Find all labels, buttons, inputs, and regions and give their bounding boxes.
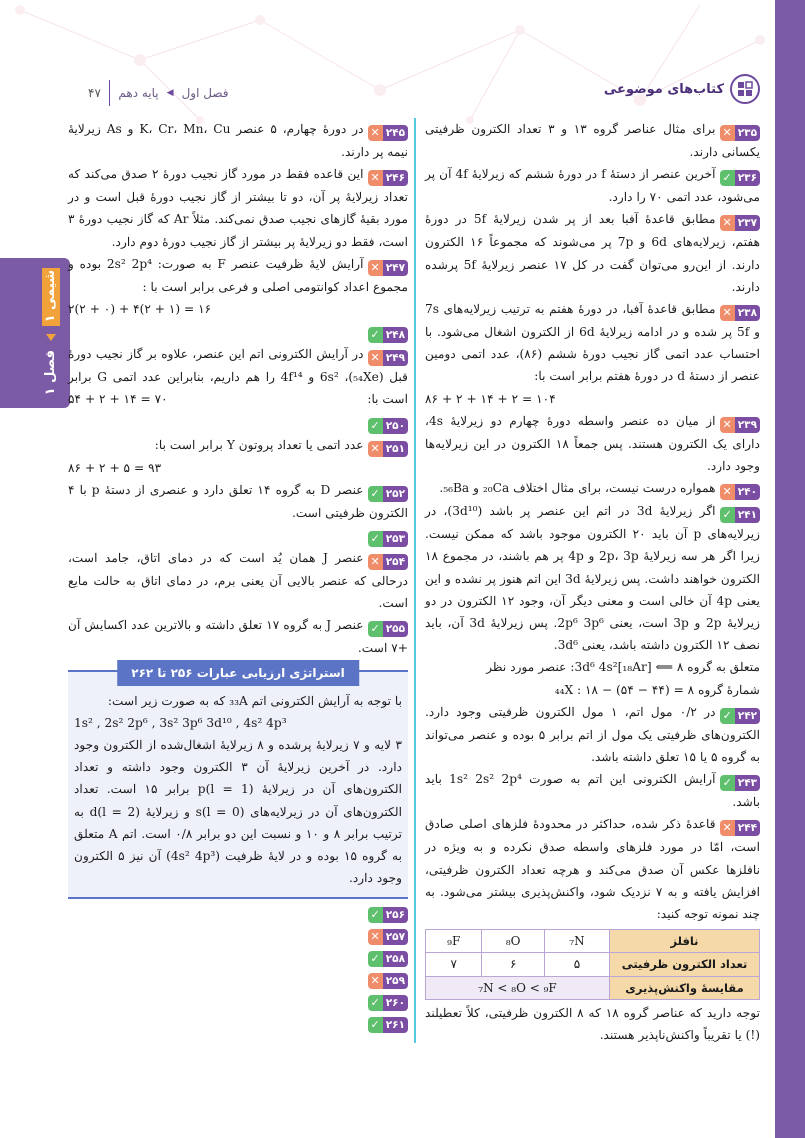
table-header-cell: ₇N [544,930,609,953]
subject-label: شیمی ۱ [43,270,58,323]
header-divider [109,80,111,106]
answer-badge [720,708,760,724]
table-cell: ۶ [482,953,544,976]
question-number: ۲۵۰ [383,418,408,434]
breadcrumb-arrow-icon: ◀ [166,88,174,98]
answer-badge [368,907,408,923]
answer-item [425,813,760,925]
question-number: ۲۵۷ [383,929,408,945]
cross-icon: ✕ [720,417,735,433]
check-icon: ✓ [720,507,735,523]
answer-badge [368,125,408,141]
nonmetal-comparison-table [425,929,760,1000]
table-cell: ۵ [544,953,609,976]
question-number: ۲۴۲ [735,708,760,724]
page-number: ۴۷ [88,86,101,100]
cross-icon: ✕ [368,929,383,945]
cross-icon: ✕ [720,125,735,141]
table-header-cell: نافلز [610,930,760,953]
question-number: ۲۳۹ [735,417,760,433]
answer-text: از میان ده عنصر واسطه دورهٔ چهارم دو زیرلایهٔ 4s، دارای یک الکترون هستند. پس جمعاً ۱۸ الکترون در این زیرلایه‌ها وجود دارد. [425,413,760,474]
question-number: ۲۳۶ [735,170,760,186]
table-cell: ₇N < ₈O < ₉F [426,976,610,999]
answer-text: در ۰/۲ مول اتم، ۱ مول الکترون ظرفیتی وجود دارد. الکترون‌های ظرفیتی یک مول از اتم برابر ۵ بوده و عنصر می‌تواند به گروه ۵ یا ۱۵ تعلق داشته باشد. [425,704,761,765]
question-number: ۲۵۸ [383,951,408,967]
table-row [426,953,760,976]
equation-line: متعلق به گروه ۸ ⟸ [₁₈Ar]3d⁶ 4s²: عنصر مورد نظر [486,660,760,675]
question-number: ۲۵۶ [383,907,408,923]
question-number: ۲۶۰ [383,995,408,1011]
answer-item [425,768,760,813]
answer-item [425,410,760,477]
table-header-row [426,930,760,953]
question-number: ۲۵۵ [383,621,408,637]
check-icon: ✓ [368,418,383,434]
answer-badge [368,441,408,457]
answer-text: برای مثال عناصر گروه ۱۳ و ۳ تعداد الکترون ظرفیتی یکسانی دارند. [425,122,760,159]
question-number: ۲۵۹ [383,973,408,989]
question-number: ۲۴۷ [383,260,408,276]
answer-badge [720,507,760,523]
answer-badge [368,973,408,989]
answer-item [425,477,760,500]
equation: ۸۶ + ۲ + ۵ = ۹۳ [68,460,162,475]
answer-item [425,163,760,208]
answer-text: این قاعده فقط در مورد گاز نجیب دورهٔ ۲ صدق می‌کند که تعداد زیرلایهٔ پر آن، دو تا بیشتر از گاز نجیب دورهٔ قبل است و در مورد بقیهٔ گازهای نجیب صدق نمی‌کند. مثلاً Ar که گاز نجیب دورهٔ ۳ است، فقط دو زیرلایهٔ پر بیشتر از گاز نجیب دورهٔ دوم دارد. [68,167,408,249]
strategy-title: استراتژی ارزیابی عبارات ۲۵۶ تا ۲۶۲ [117,660,359,686]
cross-icon: ✕ [368,350,383,366]
answer-badge [368,951,408,967]
question-number: ۲۴۴ [735,820,760,836]
table-cell: ۷ [426,953,482,976]
cross-icon: ✕ [720,484,735,500]
cross-icon: ✕ [368,554,383,570]
equation-line: شمارهٔ گروه ₄₄X : ۱۸ − (۵۴ − ۴۴) = ۸ [554,682,760,697]
strategy-intro: با توجه به آرایش الکترونی اتم ₃₃A که به صورت زیر است: [107,693,402,708]
check-icon: ✓ [368,486,383,502]
table-header-cell: ₈O [482,930,544,953]
cross-icon: ✕ [368,260,383,276]
answer-item [425,208,760,298]
book-grid-icon [730,74,760,104]
answers-column-right [425,118,760,1046]
answer-item [425,298,760,410]
answer-text: عنصر J به گروه ۱۷ تعلق داشته و بالاترین عدد اکسایش آن +۷ است. [68,618,408,656]
answer-badge [368,260,408,276]
question-number: ۲۴۹ [383,350,408,366]
equation: ۸۶ + ۲ + ۱۴ + ۲ = ۱۰۴ [425,391,556,406]
answer-badge [368,418,408,434]
cross-icon: ✕ [368,441,383,457]
answer-item [68,479,408,524]
answer-badge [368,621,408,637]
answer-badge [368,486,408,502]
answer-item [425,701,760,768]
answer-item [68,320,408,343]
table-cell: مقایسهٔ واکنش‌پذیری [610,976,760,999]
question-number: ۲۴۵ [383,125,408,141]
question-number: ۲۵۲ [383,486,408,502]
molecule-network-background [0,0,775,130]
page-header [70,70,760,110]
answer-badge [720,820,760,836]
question-number: ۲۴۰ [735,484,760,500]
question-number: ۲۵۳ [383,531,408,547]
answer-text: در دورهٔ چهارم، ۵ عنصر K، Cr، Mn، Cu و As زیرلایهٔ نیمه پر دارند. [68,122,408,159]
answer-item [68,253,408,320]
check-icon: ✓ [368,951,383,967]
question-number: ۲۶۱ [383,1017,408,1033]
answer-item [68,547,408,614]
answer-item [425,118,760,163]
answer-item [425,500,760,701]
check-icon: ✓ [368,531,383,547]
question-number: ۲۳۸ [735,305,760,321]
check-icon: ✓ [720,708,735,724]
answer-text: اگر زیرلایهٔ 3d در اتم این عنصر پر باشد (3d¹⁰)، در زیرلایه‌های p آن باید ۲۰ الکترون موجود باشد که ممکن نیست. زیرا اگر هر سه زیرلایهٔ 2p، 3p و 4p پر هم باشند، در مجموع ۱۸ الکترون خواهند داشت. پس زیرلایهٔ 3d این اتم هنوز پر نشده و این یعنی 4p آن خالی است و معنی دیگر آن، وجود ۱۲ الکترون در دو زیرلایهٔ 2p و 3p است، یعنی 2p⁶ 3p⁶. پس زیرلایهٔ 3d آن، باید نصف ۱۲ الکترون داشته باشد، یعنی 3d⁶. [425,504,761,653]
answer-item [68,434,408,479]
check-icon: ✓ [720,170,735,186]
answer-text: آرایش الکترونی این اتم به صورت 1s² 2s² 2p⁴ باید باشد. [425,772,760,810]
answer-text: آخرین عنصر از دستهٔ f در دورهٔ ششم که زیرلایهٔ 4f آن پر می‌شود، عدد اتمی ۷۰ را دارد. [425,167,760,205]
answer-text: مطابق قاعدهٔ آفبا، در دورهٔ هفتم به ترتیب زیرلایه‌های 7s و 5f پر شده و در ادامه زیرلایهٔ 6d از الکترون اشغال می‌شود. با احتساب عدد اتمی گاز نجیب دورهٔ ششم (۸۶)، عدد اتمی دومین عنصر از دستهٔ d در دورهٔ هفتم برابر است با: [425,302,760,384]
table-header-cell: ₉F [426,930,482,953]
answer-text: قاعدهٔ ذکر شده، حداکثر در محدودهٔ فلزهای اصلی صادق است، امّا در مورد فلزهای واسطه صدق نکرده و به ویژه در نافلزها عکس آن صدق می‌کند و هرچه تعداد الکترون ظرفیتی، افزایش یافته و به ۷ نزدیک شود، واکنش‌پذیری بیشتر می‌شود. به چند نمونه توجه کنید: [425,817,760,922]
breadcrumb-grade[interactable]: پایه دهم [118,86,159,100]
table-row [426,976,760,999]
answer-text: مطابق قاعدهٔ آفبا بعد از پر شدن زیرلایهٔ 5f در دورهٔ هفتم، زیرلایه‌های 6d و 7p پر می‌شوند که مجموعاً ۱۶ الکترون دارند. از این‌رو می‌توان گفت در کل ۱۷ عنصر زیرلایهٔ 5f پرشده دارند. [425,212,760,294]
check-icon: ✓ [720,775,735,791]
answer-badge [368,995,408,1011]
answer-item [68,614,408,659]
chapter-label: فصل ۱ [43,350,58,396]
answer-item [68,411,408,434]
answer-badge [368,327,408,343]
cross-icon: ✕ [720,305,735,321]
cross-icon: ✕ [720,820,735,836]
answer-badge [720,215,760,231]
question-number: ۲۳۵ [735,125,760,141]
question-number: ۲۳۷ [735,215,760,231]
question-number: ۲۴۸ [383,327,408,343]
check-icon: ✓ [368,327,383,343]
answer-badge [720,775,760,791]
check-icon: ✓ [368,995,383,1011]
answer-badge [368,531,408,547]
answer-badges [68,907,408,1033]
equation: ۲(۲ + ۰) + ۴(۲ + ۱) = ۱۶ [68,302,212,317]
question-number: ۲۴۶ [383,170,408,186]
cross-icon: ✕ [720,215,735,231]
answer-badge [720,170,760,186]
answer-text: عدد اتمی یا تعداد پروتون Y برابر است با: [154,437,364,452]
table-cell: تعداد الکترون ظرفیتی [610,953,760,976]
answer-badge [720,305,760,321]
breadcrumb [88,80,228,106]
answer-text: همواره درست نیست، برای مثال اختلاف ₂₀Ca و ₅₆Ba. [439,481,716,496]
brand [604,74,760,104]
answer-badge [368,929,408,945]
answer-text: عنصر D به گروه ۱۴ تعلق دارد و عنصری از دستهٔ p با ۴ الکترون ظرفیتی است. [68,482,408,520]
cross-icon: ✕ [368,973,383,989]
equation: ۵۴ + ۲ + ۱۴ = ۷۰ [68,392,168,407]
answer-item [68,163,408,253]
electron-configuration: 1s² , 2s² 2p⁶ , 3s² 3p⁶ 3d¹⁰ , 4s² 4p³ [74,715,287,730]
check-icon: ✓ [368,907,383,923]
strategy-box [68,665,408,900]
cross-icon: ✕ [368,125,383,141]
chapter-side-tab[interactable] [0,258,70,408]
footnote: توجه دارید که عناصر گروه ۱۸ که ۸ الکترون ظرفیتی، کلاً تعطیلند (!) یا تقریباً واکنش‌ناپذیر هستند. [425,1005,760,1043]
answer-badge [720,125,760,141]
strategy-body: ۳ لایه و ۷ زیرلایهٔ پرشده و ۸ زیرلایهٔ اشغال‌شده از الکترون وجود دارد. در آخرین زیرلایهٔ آن ۳ الکترون وجود داشته و تعداد الکترون‌های آن در زیرلایهٔ p(l = 1) برابر ۱۵ است. تعداد الکترون‌های آن در زیرلایه‌های s(l = 0) و زیرلایهٔ d(l = 2) به ترتیب برابر ۸ و ۱۰ و نسبت این دو برابر ۰/۸ است. اتم A متعلق به گروه ۱۵ بوده و در لایهٔ ظرفیت (4s² 4p³) آن نیز ۵ الکترون وجود دارد. [74,738,403,886]
right-edge-bar [775,0,805,1138]
answer-badge [368,554,408,570]
answer-text: در آرایش الکترونی اتم این عنصر، علاوه بر گاز نجیب دورهٔ قبل (₅₄Xe)، 6s² و 4f¹⁴ را هم داریم، بنابراین عدد اتمی G برابر است با: [68,347,408,407]
answer-badge [720,484,760,500]
check-icon: ✓ [368,1017,383,1033]
answers-column-left [68,118,408,1033]
cross-icon: ✕ [368,170,383,186]
answer-badge [720,417,760,433]
arrow-down-icon [46,334,56,341]
question-number: ۲۵۱ [383,441,408,457]
answer-text: آرایش لایهٔ ظرفیت عنصر F به صورت: 2s² 2p⁴ بوده و مجموع اعداد کوانتومی اصلی و فرعی برابر است با : [68,256,408,294]
answer-badge [368,170,408,186]
question-number: ۲۵۴ [383,554,408,570]
brand-title: کتاب‌های موضوعی [603,81,724,97]
column-divider [414,118,416,1043]
answer-badge [368,350,408,366]
question-number: ۲۴۱ [735,507,760,523]
answer-item [68,524,408,547]
question-number: ۲۴۳ [735,775,760,791]
answer-item [68,118,408,163]
answer-text: عنصر J همان یُد است که در دمای اتاق، جامد است، درحالی که عنصر بالایی آن یعنی برم، در دمای اتاق به حالت مایع است. [68,551,408,611]
breadcrumb-chapter[interactable]: فصل اول [181,86,229,100]
answer-item [68,343,408,410]
answer-badge [368,1017,408,1033]
check-icon: ✓ [368,621,383,637]
